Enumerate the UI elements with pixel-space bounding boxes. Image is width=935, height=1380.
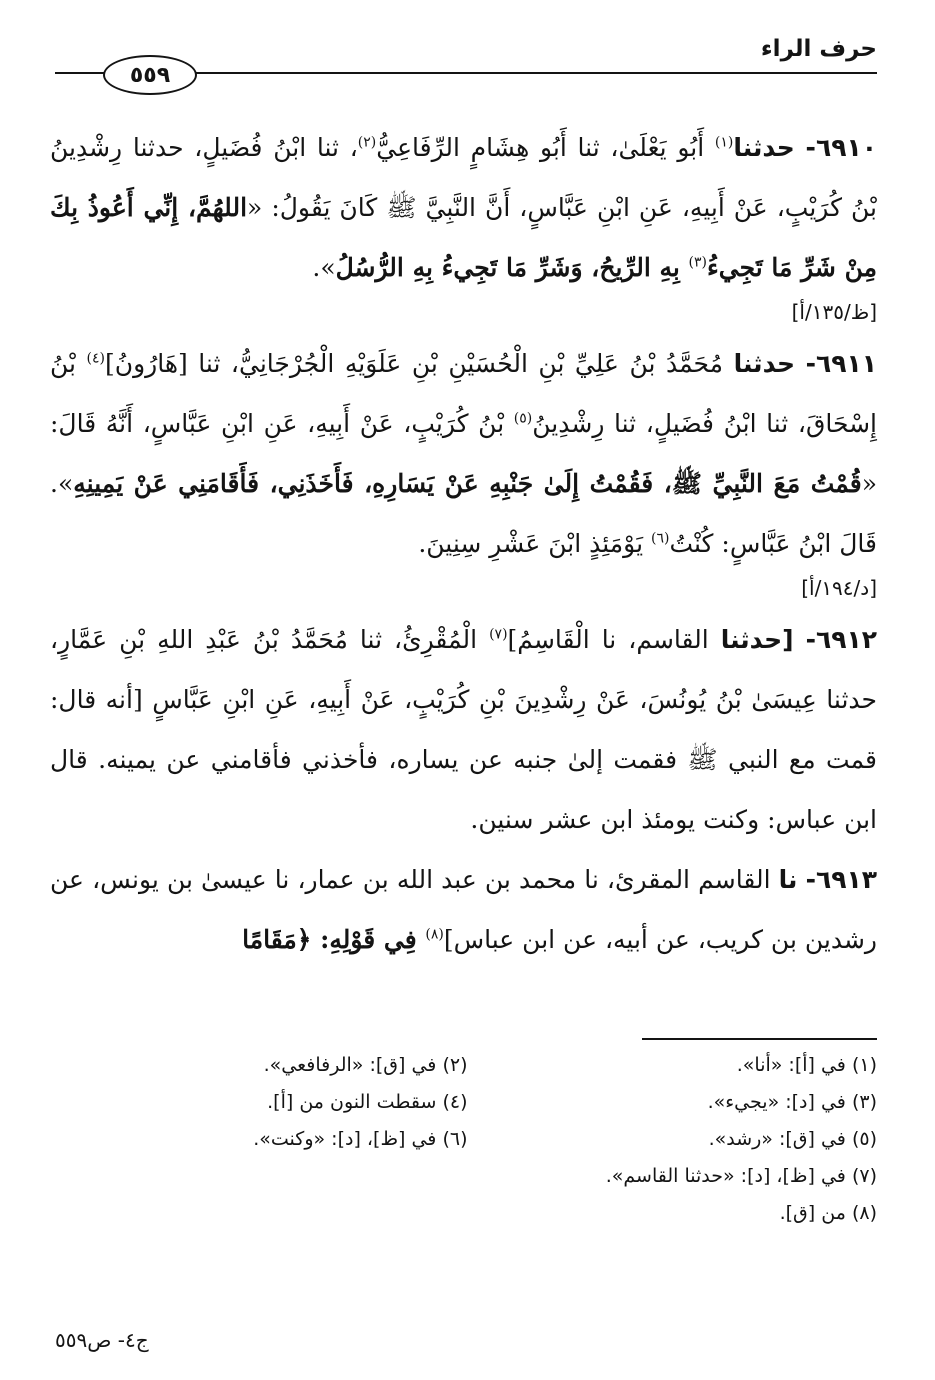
hadith-6913 [50,850,877,970]
isnad-text: القاسم، نا الْقَاسِمُ] [507,625,721,654]
isnad-text: القاسم المقرئ، نا محمد بن عبد الله بن عمار، نا عيسىٰ بن يونس، عن رشدين بن كريب، عن أبيه، عن ابن عباس] [50,865,877,954]
hadith-number: ٦٩١٠- [805,133,877,162]
hadith-6911 [50,334,877,574]
footnotes [58,1052,877,1227]
hadith-6912 [50,610,877,850]
isnad-text: مُحَمَّدُ بْنُ عَلِيِّ بْنِ الْحُسَيْنِ بْنِ عَلَوَيْهِ الْجُرْجَانِيُّ، ثنا [هَارُونُ] [104,349,724,378]
matn-text: قُمْتُ مَعَ النَّبِيِّ ﷺ، فَقُمْتُ إِلَىٰ جَنْبِهِ عَنْ يَسَارِهِ، فَأَخَذَنِي، فَأَقَامَنِي عَنْ يَمِينِهِ [73,469,862,498]
footnote-marker: (٦) [651,530,670,547]
page-number: ٥٥٩ [129,62,171,88]
volume-page-footer: ج٤- ص٥٥٩ [55,1328,149,1352]
footnote-marker: (٥) [513,410,533,427]
hadith-number: ٦٩١٣- [805,865,877,894]
isnad-text: الْمُقْرِئُ، ثنا مُحَمَّدُ بْنُ عَبْدِ اللهِ بْنِ عَمَّارٍ، حدثنا عِيسَىٰ بْنُ يُونُسَ، عَنْ رِشْدِينَ بْنِ كُرَيْبٍ، عَنْ أَبِيهِ، عَنِ ابْنِ عَبَّاسٍ [أنه قال: قمت مع النبي ﷺ فقمت إلىٰ جنبه عن يساره، فأخذني فأقامني عن يمينه. قال ابن عباس: وكنت يومئذ ابن عشر سنين. [50,625,877,834]
footnote-marker: (١) [714,134,734,151]
manuscript-reference: [ظ/١٣٥/أ] [791,300,877,324]
transmission-word: حدثنا [733,349,796,378]
footnote-marker: (٢) [357,134,377,151]
isnad-text: بْنُ كُرَيْبٍ، عَنْ أَبِيهِ، عَنِ ابْنِ عَبَّاسٍ، أَنَّهُ قَالَ: « [50,409,877,498]
isnad-text: يَوْمَئِذٍ ابْنَ عَشْرِ سِنِينَ. [418,529,651,558]
footnote-marker: (٤) [86,350,105,367]
matn-text: بِهِ الرِّيحُ، وَشَرِّ مَا تَجِيءُ بِهِ الرُّسُلُ [335,253,689,282]
transmission-word: حدثنا [733,133,795,162]
isnad-text: أَبُو يَعْلَىٰ، ثنا أَبُو هِشَامٍ الرِّفَاعِيُّ [376,133,705,162]
footnote-3: (٣) في [د]: «يجيء». [707,1091,877,1113]
footnote-7: (٧) في [ظ]، [د]: «حدثنا القاسم». [605,1165,877,1187]
footnote-marker: (٨) [425,926,444,943]
matn-text: اللهُمَّ، إِنِّي أَعُوذُ بِكَ مِنْ شَرِّ مَا تَجِيءُ [50,193,877,282]
transmission-word: نا [778,865,798,894]
closing-quote: ». [312,253,336,282]
footnote-marker: (٧) [489,626,508,643]
footnote-marker: (٣) [688,254,708,271]
footnote-1: (١) في [أ]: «أنا». [736,1054,877,1076]
chapter-title: حرف الراء [760,36,877,62]
page-body [50,118,877,970]
footnote-4: (٤) سقطت النون من [أ]. [267,1091,468,1113]
footnote-6: (٦) في [ظ]، [د]: «وكنت». [253,1128,468,1150]
isnad-text: ، ثنا ابْنُ فُضَيلٍ، حدثنا رِشْدِينُ بْنُ كُرَيْبٍ، عَنْ أَبِيهِ، عَنِ ابْنِ عَبَّاسٍ، أَنَّ النَّبِيَّ ﷺ كَانَ يَقُولُ: « [50,133,877,222]
transmission-word: [حدثنا [720,625,794,654]
hadith-number: ٦٩١٢- [805,625,877,654]
isnad-text: بْنُ إِسْحَاقَ، ثنا ابْنُ فُضَيلٍ، ثنا رِشْدِينُ [50,349,877,438]
hadith-number: ٦٩١١- [805,349,877,378]
footnote-separator [642,1038,877,1040]
hadith-6910 [50,118,877,298]
page-number-badge [103,55,197,95]
quran-citation: فِي قَوْلِهِ: ﴿مَقَامًا [242,925,426,954]
manuscript-reference: [د/١٩٤/أ] [801,576,877,600]
isnad-text: ». قَالَ ابْنُ عَبَّاسٍ: كُنْتُ [50,469,877,558]
footnote-2: (٢) في [ق]: «الرفافعي». [263,1054,468,1076]
footnote-8: (٨) من [ق]. [779,1202,877,1224]
footnote-5: (٥) في [ق]: «رشد». [708,1128,877,1150]
